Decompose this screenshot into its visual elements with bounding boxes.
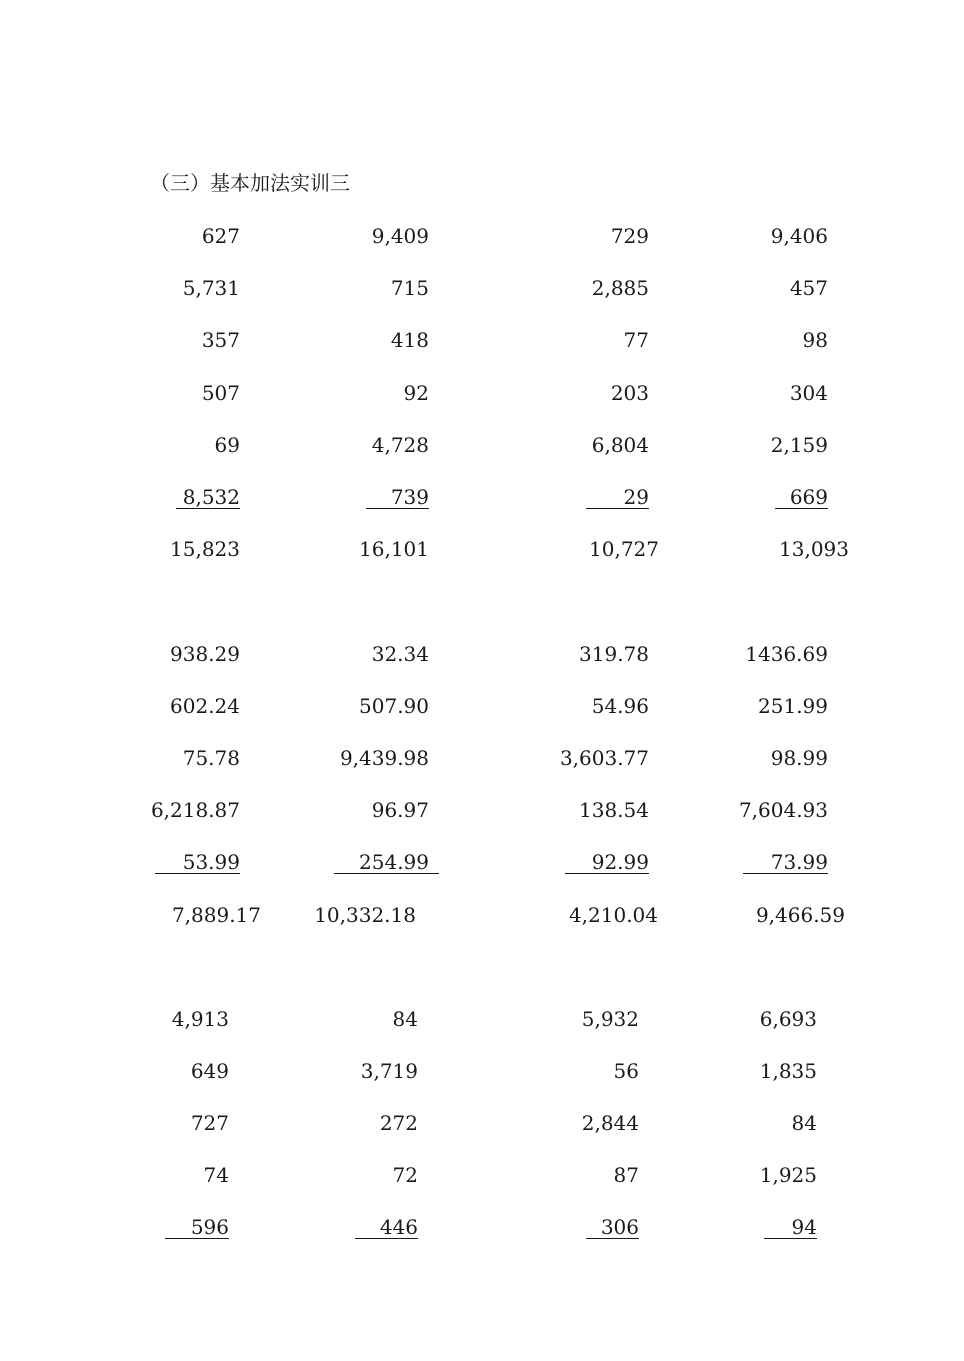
addend-last: 8,532 xyxy=(182,485,240,509)
sum-total: 10,332.18 xyxy=(314,902,416,927)
addend: 304 xyxy=(789,380,828,405)
addend: 54.96 xyxy=(591,694,649,719)
addend: 6,804 xyxy=(591,432,649,457)
addend: 9,409 xyxy=(371,224,429,248)
addend: 938.29 xyxy=(170,642,240,666)
addend-last: 306 xyxy=(600,1215,639,1240)
addend: 627 xyxy=(201,224,240,248)
addend-last: 596 xyxy=(190,1215,229,1240)
sum-total: 7,889.17 xyxy=(171,902,261,927)
addend: 715 xyxy=(390,276,429,301)
sum-total: 4,210.04 xyxy=(568,902,658,927)
addend: 203 xyxy=(610,380,649,405)
addend: 357 xyxy=(201,328,240,353)
addend: 6,218.87 xyxy=(150,798,240,823)
addend: 602.24 xyxy=(170,694,240,719)
addend: 7,604.93 xyxy=(738,798,828,823)
addend: 1,835 xyxy=(759,1059,817,1084)
addend: 649 xyxy=(190,1059,229,1084)
addend-last: 73.99 xyxy=(770,850,828,875)
addend: 457 xyxy=(789,276,828,301)
page-title: （三）基本加法实训三 xyxy=(150,171,350,195)
sum-total: 16,101 xyxy=(359,537,429,562)
addend: 138.54 xyxy=(579,798,649,823)
addend: 2,844 xyxy=(581,1111,639,1136)
addend: 32.34 xyxy=(371,642,429,666)
sum-line xyxy=(165,1238,229,1239)
addend: 72 xyxy=(392,1163,418,1188)
addend: 77 xyxy=(623,328,649,353)
addend: 75.78 xyxy=(182,746,240,771)
sum-line xyxy=(565,873,649,874)
sum-line xyxy=(366,508,429,509)
addend: 5,932 xyxy=(581,1007,639,1031)
addend: 56 xyxy=(613,1059,639,1084)
addend: 4,913 xyxy=(171,1007,229,1031)
addend-last: 92.99 xyxy=(591,850,649,875)
sum-line xyxy=(176,508,240,509)
addend-last: 739 xyxy=(390,485,429,509)
addend: 729 xyxy=(610,224,649,248)
sum-line xyxy=(586,508,649,509)
addend: 507.90 xyxy=(359,694,429,719)
sum-line xyxy=(764,1238,817,1239)
addend: 727 xyxy=(190,1111,229,1136)
sum-total: 13,093 xyxy=(779,537,849,562)
addend: 84 xyxy=(392,1007,418,1031)
sum-total: 10,727 xyxy=(589,537,659,562)
addend-last: 446 xyxy=(379,1215,418,1240)
addend: 2,159 xyxy=(770,432,828,457)
addend-last: 254.99 xyxy=(359,850,429,875)
addend: 96.97 xyxy=(371,798,429,823)
addend: 251.99 xyxy=(758,694,828,719)
addend: 418 xyxy=(390,328,429,353)
addend: 87 xyxy=(613,1163,639,1188)
addend-last: 53.99 xyxy=(182,850,240,875)
sum-line xyxy=(586,1238,639,1239)
addend: 4,728 xyxy=(371,432,429,457)
addend: 69 xyxy=(214,432,240,457)
sum-total: 9,466.59 xyxy=(755,902,845,927)
addend: 98.99 xyxy=(770,746,828,771)
sum-line xyxy=(334,873,439,874)
addend: 1436.69 xyxy=(745,642,828,666)
addend: 74 xyxy=(203,1163,229,1188)
addend: 319.78 xyxy=(579,642,649,666)
addend-last: 94 xyxy=(791,1215,817,1240)
sum-total: 15,823 xyxy=(170,537,240,562)
addend: 84 xyxy=(791,1111,817,1136)
addend-last: 29 xyxy=(623,485,649,509)
addend: 5,731 xyxy=(182,276,240,301)
addend: 9,439.98 xyxy=(339,746,429,771)
sum-line xyxy=(355,1238,418,1239)
addend-last: 669 xyxy=(789,485,828,509)
addend: 6,693 xyxy=(759,1007,817,1031)
addend: 1,925 xyxy=(759,1163,817,1188)
addend: 507 xyxy=(201,380,240,405)
sum-line xyxy=(743,873,828,874)
addend: 2,885 xyxy=(591,276,649,301)
addend: 3,719 xyxy=(360,1059,418,1084)
addend: 92 xyxy=(403,380,429,405)
sum-line xyxy=(155,873,240,874)
sum-line xyxy=(775,508,828,509)
addend: 272 xyxy=(379,1111,418,1136)
addend: 3,603.77 xyxy=(559,746,649,771)
addend: 98 xyxy=(802,328,828,353)
addend: 9,406 xyxy=(770,224,828,248)
